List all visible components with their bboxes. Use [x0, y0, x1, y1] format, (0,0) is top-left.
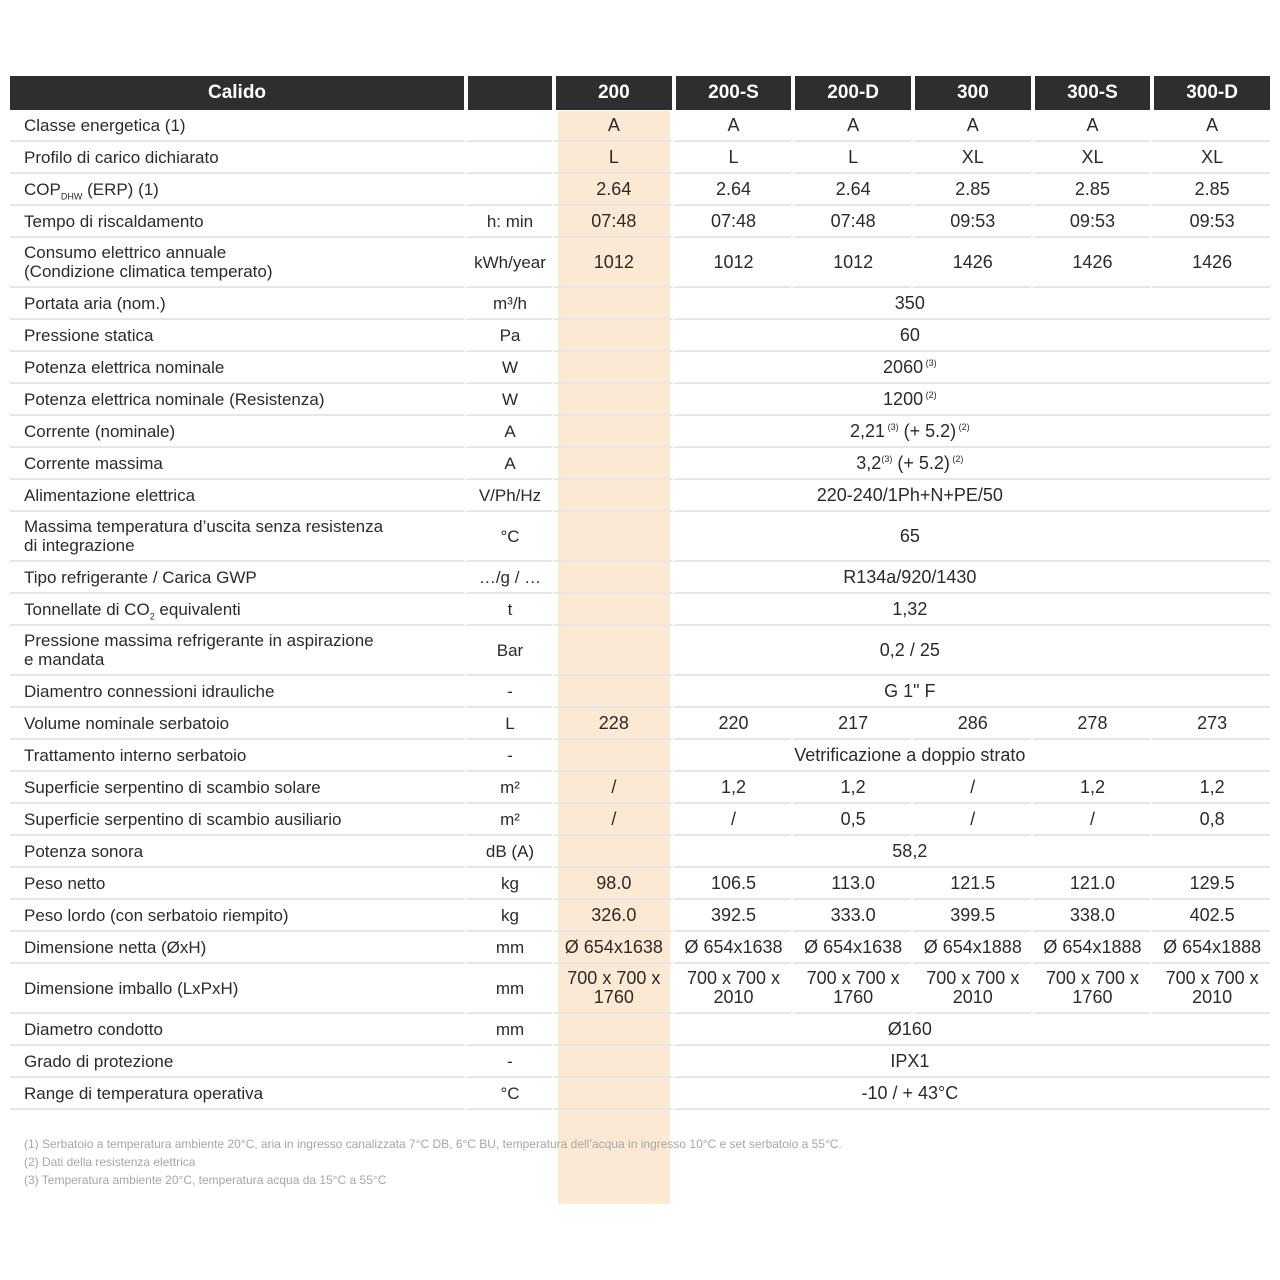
model-value-empty [552, 480, 672, 512]
model-value [1150, 964, 1270, 1014]
row-label [10, 594, 464, 626]
model-value: 121.5 [911, 868, 1031, 900]
model-value: 09:53 [1150, 206, 1270, 238]
model-value-line: 700 x 700 x [926, 968, 1020, 988]
row-unit: m² [464, 772, 552, 804]
row-unit [464, 110, 552, 142]
shared-value-text: (+ 5.2) [892, 452, 950, 473]
model-value-empty [552, 384, 672, 416]
row-label-text: Grado di protezione [24, 1051, 174, 1071]
model-value-line: 700 x 700 x [1045, 968, 1139, 988]
row-label [10, 448, 464, 480]
model-value-empty [552, 562, 672, 594]
row-label-text: Volume nominale serbatoio [24, 713, 230, 733]
model-value: 1012 [552, 238, 672, 288]
model-value: A [791, 110, 911, 142]
table-row [10, 238, 1270, 288]
shared-value-text: 65 [899, 525, 920, 546]
spec-table [10, 76, 1270, 1110]
shared-value [672, 1014, 1270, 1046]
model-value-empty [552, 288, 672, 320]
footnote: (2) Dati della resistenza elettrica [24, 1155, 196, 1169]
footnote-ref: (2) [956, 421, 970, 432]
table-row [10, 964, 1270, 1014]
footnote: (3) Temperatura ambiente 20°C, temperatura acqua da 15°C a 55°C [24, 1173, 387, 1187]
model-value: 0,8 [1150, 804, 1270, 836]
model-value-empty [552, 1046, 672, 1078]
model-value: A [1031, 110, 1151, 142]
row-label [10, 772, 464, 804]
row-label-text: Portata aria (nom.) [24, 293, 166, 313]
shared-value-text: 350 [894, 292, 925, 313]
model-value: 217 [791, 708, 911, 740]
row-label-text: Corrente massima [24, 453, 163, 473]
model-value: 2.85 [1031, 174, 1151, 206]
model-value-empty [552, 836, 672, 868]
shared-value-content [883, 357, 937, 377]
table-row [10, 512, 1270, 562]
model-value-empty [552, 626, 672, 676]
shared-value [672, 480, 1270, 512]
model-value: 0,5 [791, 804, 911, 836]
model-value: / [911, 804, 1031, 836]
row-label-text: equivalenti [154, 599, 241, 619]
row-label [10, 676, 464, 708]
model-value: 129.5 [1150, 868, 1270, 900]
row-label [10, 416, 464, 448]
shared-value-text: 58,2 [892, 840, 928, 861]
row-label-text: Profilo di carico dichiarato [24, 147, 219, 167]
model-value [911, 964, 1031, 1014]
table-row [10, 206, 1270, 238]
model-value: Ø 654x1638 [791, 932, 911, 964]
header-model: 300-S [1031, 76, 1151, 110]
shared-value-text: -10 / + 43°C [861, 1082, 959, 1103]
table-row [10, 868, 1270, 900]
row-unit: W [464, 352, 552, 384]
model-value: 333.0 [791, 900, 911, 932]
row-label-text: Classe energetica (1) [24, 115, 186, 135]
table-row [10, 448, 1270, 480]
shared-value [672, 626, 1270, 676]
shared-value-text: 1200 [883, 388, 924, 409]
model-value: 286 [911, 708, 1031, 740]
model-value: A [911, 110, 1031, 142]
model-value-line: 700 x 700 x [686, 968, 781, 988]
row-label-text: Peso lordo (con serbatoio riempito) [24, 905, 289, 925]
model-value: / [911, 772, 1031, 804]
model-value: 228 [552, 708, 672, 740]
model-value: A [1150, 110, 1270, 142]
shared-value-text: 3,2 [856, 452, 882, 473]
shared-value-text: 1,32 [892, 598, 928, 619]
model-value: 2.64 [552, 174, 672, 206]
model-value: 2.64 [672, 174, 792, 206]
model-value: XL [911, 142, 1031, 174]
model-value-line: 1760 [1072, 987, 1113, 1007]
shared-value [672, 676, 1270, 708]
row-label [10, 964, 464, 1014]
row-unit: m² [464, 804, 552, 836]
model-value [1031, 964, 1151, 1014]
model-value: / [552, 804, 672, 836]
model-value [552, 964, 672, 1014]
model-value: Ø 654x1638 [552, 932, 672, 964]
row-label-text: Superficie serpentino di scambio solare [24, 777, 321, 797]
row-label-text: Dimensione netta (ØxH) [24, 937, 207, 957]
shared-value [672, 448, 1270, 480]
table-row [10, 708, 1270, 740]
row-unit: - [464, 676, 552, 708]
shared-value-text: Ø160 [887, 1018, 932, 1039]
shared-value [672, 416, 1270, 448]
table-row [10, 288, 1270, 320]
shared-value-text: R134a/920/1430 [843, 566, 977, 587]
shared-value [672, 562, 1270, 594]
table-row [10, 626, 1270, 676]
row-label [10, 238, 464, 288]
table-row [10, 740, 1270, 772]
model-value-line: 700 x 700 x [806, 968, 900, 988]
model-value: Ø 654x1638 [672, 932, 792, 964]
model-value: A [552, 110, 672, 142]
table-row [10, 142, 1270, 174]
row-label-text: Corrente (nominale) [24, 421, 176, 441]
row-label-text: e mandata [24, 650, 105, 669]
row-label-subscript: DHW [60, 190, 83, 201]
row-label-text: Range di temperatura operativa [24, 1083, 264, 1103]
model-value: 326.0 [552, 900, 672, 932]
model-value [791, 964, 911, 1014]
shared-value-content [892, 841, 927, 861]
model-value: / [1031, 804, 1151, 836]
model-value [672, 964, 792, 1014]
model-value: 220 [672, 708, 792, 740]
footnote: (1) Serbatoio a temperatura ambiente 20°C, aria in ingresso canalizzata 7°C DB, 6°C BU, temperatura dell’acqua in ingresso 10°C e set serbatoio a 55°C. [24, 1137, 842, 1151]
row-unit: A [464, 416, 552, 448]
row-label [10, 174, 464, 206]
model-value-empty [552, 1014, 672, 1046]
row-label [10, 110, 464, 142]
shared-value-content [817, 485, 1003, 505]
shared-value [672, 1046, 1270, 1078]
shared-value [672, 740, 1270, 772]
row-unit [464, 142, 552, 174]
row-unit: Pa [464, 320, 552, 352]
row-label-text: Trattamento interno serbatoio [24, 745, 247, 765]
shared-value-content [861, 1083, 958, 1103]
footnote-ref: (3) [885, 421, 899, 432]
row-label-text: Tempo di riscaldamento [24, 211, 204, 231]
shared-value-text: 2,21 [850, 420, 886, 441]
model-value-line: 2010 [952, 987, 993, 1007]
shared-value-content [892, 599, 927, 619]
row-label [10, 740, 464, 772]
model-value: 273 [1150, 708, 1270, 740]
row-label [10, 562, 464, 594]
model-value: L [672, 142, 792, 174]
row-label [10, 288, 464, 320]
table-row [10, 480, 1270, 512]
model-value: 2.85 [911, 174, 1031, 206]
model-value: 1426 [1031, 238, 1151, 288]
model-value: / [672, 804, 792, 836]
model-value: 07:48 [672, 206, 792, 238]
row-unit: h: min [464, 206, 552, 238]
table-row [10, 804, 1270, 836]
row-label [10, 626, 464, 676]
table-row [10, 772, 1270, 804]
model-value-empty [552, 512, 672, 562]
model-value-empty [552, 676, 672, 708]
shared-value [672, 512, 1270, 562]
row-label-text: di integrazione [24, 536, 135, 555]
header-unit [464, 76, 552, 110]
row-label [10, 384, 464, 416]
shared-value-content [794, 745, 1025, 765]
table-row [10, 900, 1270, 932]
table-row [10, 1014, 1270, 1046]
model-value: Ø 654x1888 [911, 932, 1031, 964]
row-label-text: Potenza sonora [24, 841, 144, 861]
row-unit: W [464, 384, 552, 416]
model-value-line: 2010 [1192, 987, 1233, 1007]
header-model: 200 [552, 76, 672, 110]
footnote-ref: (2) [949, 453, 964, 464]
shared-value-content [850, 421, 970, 441]
row-label [10, 352, 464, 384]
row-label-text: Tipo refrigerante / Carica GWP [24, 567, 257, 587]
row-label-subscript: 2 [149, 610, 155, 621]
model-value: 07:48 [552, 206, 672, 238]
shared-value-content [888, 1019, 932, 1039]
row-label-text: Pressione statica [24, 325, 154, 345]
model-value-empty [552, 416, 672, 448]
model-value: Ø 654x1888 [1150, 932, 1270, 964]
model-value: Ø 654x1888 [1031, 932, 1151, 964]
header-model: 200-S [672, 76, 792, 110]
shared-value [672, 384, 1270, 416]
model-value: 113.0 [791, 868, 911, 900]
shared-value-content [880, 640, 940, 660]
model-value-empty [552, 448, 672, 480]
shared-value-text: Vetrificazione a doppio strato [794, 744, 1026, 765]
shared-value-text: IPX1 [890, 1050, 930, 1071]
header-model: 200-D [791, 76, 911, 110]
header-model: 300-D [1150, 76, 1270, 110]
model-value: 2.85 [1150, 174, 1270, 206]
shared-value-content [884, 681, 935, 701]
shared-value-content [890, 1051, 929, 1071]
row-unit: m³/h [464, 288, 552, 320]
row-unit: mm [464, 932, 552, 964]
model-value: L [552, 142, 672, 174]
row-label-text: (Condizione climatica temperato) [24, 262, 273, 281]
table-row [10, 174, 1270, 206]
shared-value [672, 288, 1270, 320]
table-row [10, 594, 1270, 626]
shared-value [672, 594, 1270, 626]
model-value: 98.0 [552, 868, 672, 900]
model-value: 1,2 [791, 772, 911, 804]
row-label-text: Diamentro connessioni idrauliche [24, 681, 275, 701]
row-unit: kg [464, 900, 552, 932]
footnotes [24, 1135, 842, 1189]
model-value: 278 [1031, 708, 1151, 740]
header-row [10, 76, 1270, 110]
row-unit: - [464, 1046, 552, 1078]
row-label [10, 512, 464, 562]
model-value: 1,2 [1031, 772, 1151, 804]
shared-value [672, 836, 1270, 868]
row-unit: kWh/year [464, 238, 552, 288]
row-label [10, 1046, 464, 1078]
shared-value-text: G 1" F [884, 680, 936, 701]
row-label-text: (ERP) (1) [82, 179, 159, 199]
shared-value-content [900, 325, 920, 345]
model-value-empty [552, 352, 672, 384]
model-value: A [672, 110, 792, 142]
shared-value-content [843, 567, 976, 587]
table-row [10, 416, 1270, 448]
model-value-line: 1760 [833, 987, 874, 1007]
shared-value-text: 220-240/1Ph+N+PE/50 [816, 484, 1003, 505]
table-row [10, 352, 1270, 384]
model-value-empty [552, 320, 672, 352]
row-label-text: Alimentazione elettrica [24, 485, 196, 505]
row-label [10, 320, 464, 352]
row-unit: kg [464, 868, 552, 900]
shared-value [672, 352, 1270, 384]
row-label-text: Diametro condotto [24, 1019, 163, 1039]
model-value: 09:53 [1031, 206, 1151, 238]
row-unit: mm [464, 964, 552, 1014]
row-label [10, 868, 464, 900]
shared-value [672, 320, 1270, 352]
shared-value-content [856, 453, 963, 473]
model-value: 1426 [911, 238, 1031, 288]
model-value: 09:53 [911, 206, 1031, 238]
row-label-text: COP [24, 179, 61, 199]
model-value: XL [1150, 142, 1270, 174]
row-label [10, 900, 464, 932]
row-unit: - [464, 740, 552, 772]
row-label-text: Tonnellate di CO [24, 599, 150, 619]
model-value-empty [552, 1078, 672, 1110]
model-value: L [791, 142, 911, 174]
row-unit: dB (A) [464, 836, 552, 868]
row-unit: °C [464, 512, 552, 562]
shared-value-text: 0,2 / 25 [879, 639, 940, 660]
model-value-line: 1760 [593, 987, 634, 1007]
row-unit: t [464, 594, 552, 626]
table-row [10, 676, 1270, 708]
model-value: 338.0 [1031, 900, 1151, 932]
row-unit [464, 174, 552, 206]
row-label [10, 480, 464, 512]
model-value: 1,2 [1150, 772, 1270, 804]
row-label [10, 804, 464, 836]
row-label [10, 1014, 464, 1046]
model-value-empty [552, 594, 672, 626]
shared-value-content [900, 526, 920, 546]
row-unit: Bar [464, 626, 552, 676]
row-unit: …/g / … [464, 562, 552, 594]
footnote-ref: (3) [923, 357, 937, 368]
row-label-text: Potenza elettrica nominale (Resistenza) [24, 389, 325, 409]
model-value-empty [552, 740, 672, 772]
row-label [10, 932, 464, 964]
header-product: Calido [10, 76, 464, 110]
shared-value-content [883, 389, 937, 409]
table-row [10, 562, 1270, 594]
row-label-text: Peso netto [24, 873, 106, 893]
row-label-text: Consumo elettrico annuale [24, 243, 227, 262]
model-value: 1,2 [672, 772, 792, 804]
shared-value-text: 60 [899, 324, 920, 345]
model-value-line: 700 x 700 x [567, 968, 661, 988]
model-value: / [552, 772, 672, 804]
footnote-ref: (2) [923, 389, 937, 400]
model-value: 1012 [791, 238, 911, 288]
row-unit: A [464, 448, 552, 480]
footnote-ref: (3) [881, 453, 893, 464]
model-value: XL [1031, 142, 1151, 174]
model-value: 399.5 [911, 900, 1031, 932]
spec-table-wrapper [10, 76, 1270, 1110]
model-value-line: 700 x 700 x [1165, 968, 1259, 988]
model-value: 106.5 [672, 868, 792, 900]
shared-value-text: 2060 [883, 356, 924, 377]
model-value: 402.5 [1150, 900, 1270, 932]
shared-value-content [895, 293, 925, 313]
row-label [10, 206, 464, 238]
model-value-line: 2010 [713, 987, 754, 1007]
row-label-text: Massima temperatura d’uscita senza resistenza [24, 517, 384, 536]
row-label-text: Potenza elettrica nominale [24, 357, 225, 377]
row-label-text: Superficie serpentino di scambio ausiliario [24, 809, 342, 829]
table-row [10, 1078, 1270, 1110]
row-label [10, 836, 464, 868]
model-value: 121.0 [1031, 868, 1151, 900]
table-row [10, 932, 1270, 964]
table-row [10, 110, 1270, 142]
model-value: 07:48 [791, 206, 911, 238]
row-unit: °C [464, 1078, 552, 1110]
model-value: 2.64 [791, 174, 911, 206]
table-row [10, 1046, 1270, 1078]
row-unit: V/Ph/Hz [464, 480, 552, 512]
shared-value [672, 1078, 1270, 1110]
model-value: 1012 [672, 238, 792, 288]
row-label-text: Pressione massima refrigerante in aspirazione [24, 631, 374, 650]
row-label [10, 1078, 464, 1110]
model-value: 1426 [1150, 238, 1270, 288]
table-row [10, 320, 1270, 352]
spec-table-body [10, 110, 1270, 1110]
header-model: 300 [911, 76, 1031, 110]
table-row [10, 384, 1270, 416]
row-unit: mm [464, 1014, 552, 1046]
row-label [10, 142, 464, 174]
table-row [10, 836, 1270, 868]
model-value: 392.5 [672, 900, 792, 932]
row-unit: L [464, 708, 552, 740]
row-label-text: Dimensione imballo (LxPxH) [24, 978, 239, 998]
row-label [10, 708, 464, 740]
shared-value-text: (+ 5.2) [898, 420, 957, 441]
